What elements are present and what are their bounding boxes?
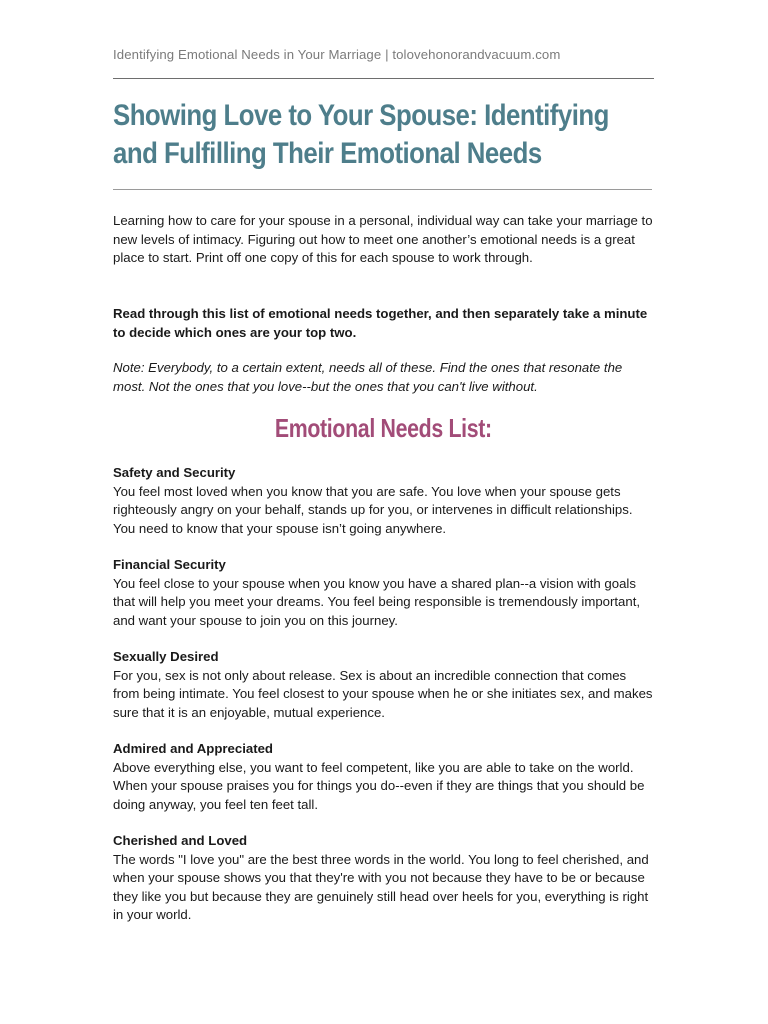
need-title: Cherished and Loved: [113, 833, 248, 848]
need-description: You feel most loved when you know that you are safe. You love when your spouse gets righteously angry on your behalf, stands up for you, or intervenes in difficult relationships. You need to know that your spouse isn’t going anywhere.: [113, 483, 633, 536]
need-item: [113, 648, 654, 722]
need-title: Financial Security: [113, 557, 226, 572]
instruction-paragraph: Read through this list of emotional needs together, and then separately take a minute to decide which ones are your top two.: [113, 306, 648, 340]
intro-paragraph: Learning how to care for your spouse in a personal, individual way can take your marriage to new levels of intimacy. Figuring out how to meet one another’s emotional needs is a great place to start. Print off one copy of this for each spouse to work through.: [113, 213, 653, 265]
page-title: Showing Love to Your Spouse: Identifying and Fulfilling Their Emotional Needs: [113, 99, 609, 170]
need-title: Admired and Appreciated: [113, 741, 273, 756]
note-paragraph: Note: Everybody, to a certain extent, needs all of these. Find the ones that resonate the most. Not the ones that you love--but the ones that you can't live without.: [113, 360, 623, 394]
need-description: For you, sex is not only about release. Sex is about an incredible connection that comes from being intimate. You feel closest to your spouse when he or she initiates sex, and makes sure that it is an enjoyable, mutual experience.: [113, 667, 653, 720]
need-title: Safety and Security: [113, 465, 236, 480]
list-heading-text: Emotional Needs List:: [274, 413, 492, 443]
need-item: [113, 832, 654, 925]
need-description: You feel close to your spouse when you know you have a shared plan--a vision with goals that will help you meet your dreams. You feel being responsible is tremendously important, and want your spouse to join you on this journey.: [113, 575, 641, 628]
header-divider: [113, 78, 654, 79]
title-divider: [113, 189, 652, 190]
need-description: Above everything else, you want to feel competent, like you are able to take on the world. When your spouse praises you for things you do--even if they are things that you should be doing anyway, you feel ten feet tall.: [113, 759, 645, 812]
need-item: [113, 740, 654, 814]
list-heading: [113, 410, 654, 446]
need-item: [113, 556, 654, 630]
need-item: [113, 464, 654, 538]
running-header: Identifying Emotional Needs in Your Marriage | tolovehonorandvacuum.com: [113, 47, 561, 62]
need-description: The words "I love you" are the best three words in the world. You long to feel cherished, and when your spouse shows you that they're with you not because they have to be or because they like you but because they are genuinely still head over heels for you, everything is right in your world.: [113, 851, 649, 922]
need-title: Sexually Desired: [113, 649, 219, 664]
